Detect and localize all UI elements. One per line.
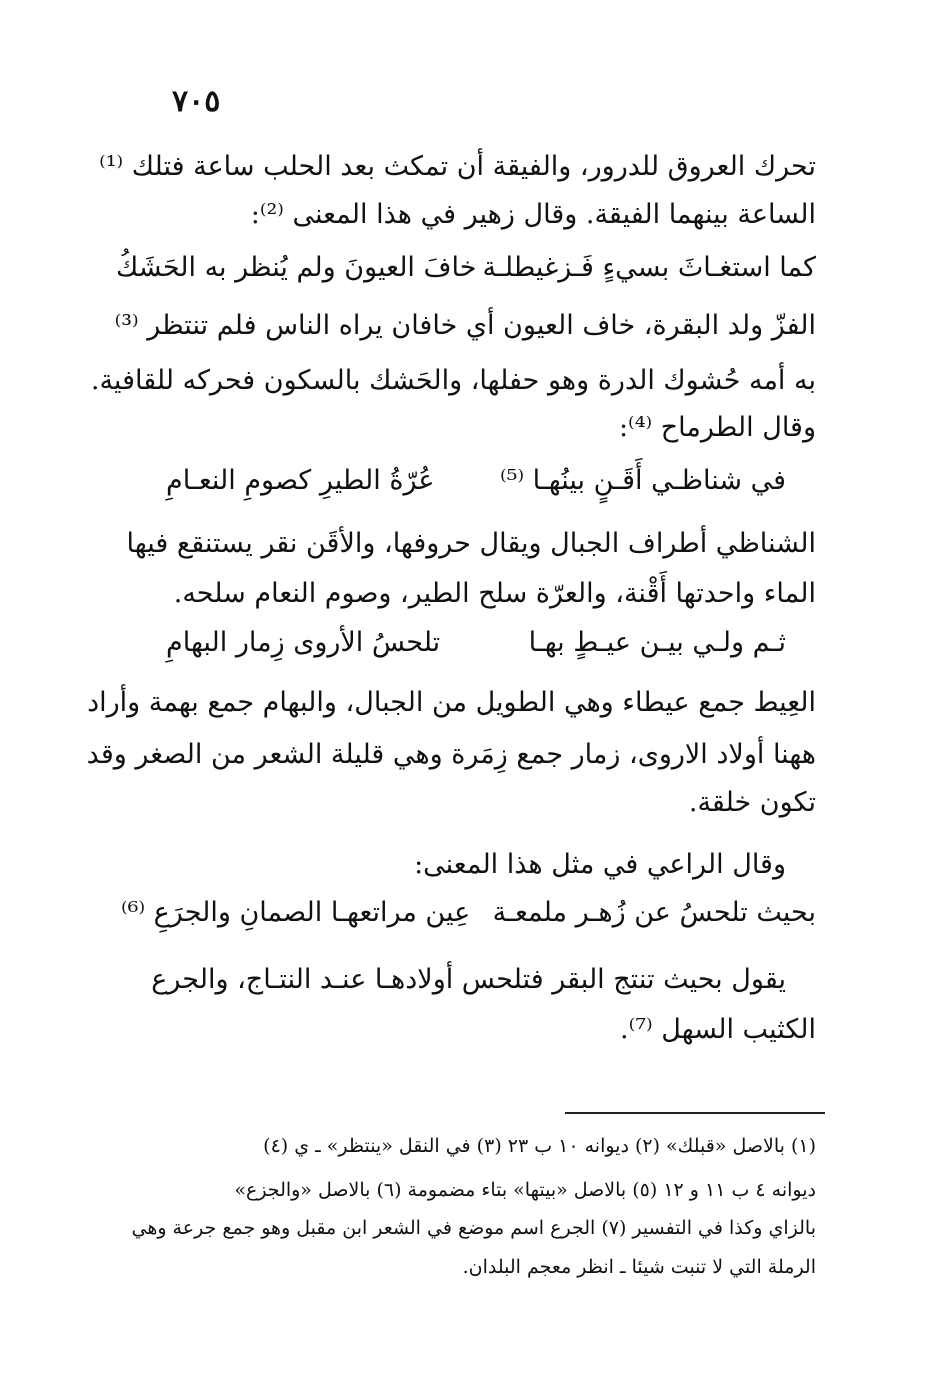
verse-second-hemistich: عُرّةُ الطيرِ كصومِ النعـامِ (166, 465, 435, 496)
body-line: الفزّ ولد البقرة، خاف العيون أي خافان يراه الناس فلم تنتظر ⁽³⁾ (114, 310, 816, 341)
body-line: وقال الراعي في مثل هذا المعنى: (414, 849, 786, 880)
footnote-line: بالزاي وكذا في التفسير (٧) الجرع اسم موضع في الشعر ابن مقبل وهو جمع جرعة وهي (131, 1217, 816, 1239)
verse-first-hemistich: ثـم ولـي بيـن عيـطٍ بهـا (528, 627, 786, 658)
body-line: ههنا أولاد الاروى، زمار جمع زِمَرة وهي قليلة الشعر من الصغر وقد (86, 739, 816, 770)
body-line: به أمه حُشوك الدرة وهو حفلها، والحَشك بالسكون فحركه للقافية. (90, 365, 816, 396)
verse-first-hemistich: بحيث تلحسُ عن زُهـر ملمعـة (492, 897, 816, 928)
body-line: الساعة بينهما الفيقة. وقال زهير في هذا المعنى ⁽²⁾: (250, 199, 816, 230)
page-number: ٧٠٥ (172, 84, 221, 119)
verse-first-hemistich: في شناظـي أَقَـنٍ بينُهـا ⁽⁵⁾ (499, 465, 786, 496)
verse-second-hemistich: عِين مراتعهـا الصمانِ والجرَعِ ⁽⁶⁾ (121, 897, 471, 928)
body-line: تكون خلقة. (688, 787, 816, 818)
body-line: الكثيب السهل ⁽⁷⁾. (620, 1014, 816, 1045)
verse-second-hemistich: تلحسُ الأروى زِمار البهامِ (166, 627, 441, 658)
body-line: تحرك العروق للدرور، والفيقة أن تمكث بعد الحلب ساعة فتلك ⁽¹⁾ (99, 151, 816, 182)
body-line: الماء واحدتها أَقْنة، والعرّة سلح الطير، وصوم النعام سلحه. (173, 578, 816, 609)
verse-first-hemistich: كما استغـاثَ بسيءٍ فَـزغيطلـة (482, 252, 816, 283)
footnote-line: ديوانه ٤ ب ١١ و ١٢ (٥) بالاصل «بيتها» بتاء مضمومة (٦) بالاصل «والجزع» (234, 1179, 816, 1201)
body-line: يقول بحيث تنتج البقر فتلحس أولادهـا عنـد النتـاج، والجرع (151, 964, 786, 995)
footnote-line: الرملة التي لا تنبت شيئا ـ انظر معجم البلدان. (462, 1256, 816, 1278)
verse-second-hemistich: خافَ العيونَ ولم يُنظر به الحَشَكُ (116, 252, 477, 283)
body-line: العِيط جمع عيطاء وهي الطويل من الجبال، والبهام جمع بهمة وأراد (87, 687, 816, 718)
footnote-line: (١) بالاصل «قبلك» (٢) ديوانه ١٠ ب ٢٣ (٣) في النقل «ينتظر» ـ ي (٤) (263, 1135, 816, 1157)
body-line: الشناظي أطراف الجبال ويقال حروفها، والأقَن نقر يستنقع فيها (126, 528, 816, 559)
body-line: وقال الطرماح ⁽⁴⁾: (618, 412, 816, 443)
footnote-separator (565, 1112, 825, 1114)
